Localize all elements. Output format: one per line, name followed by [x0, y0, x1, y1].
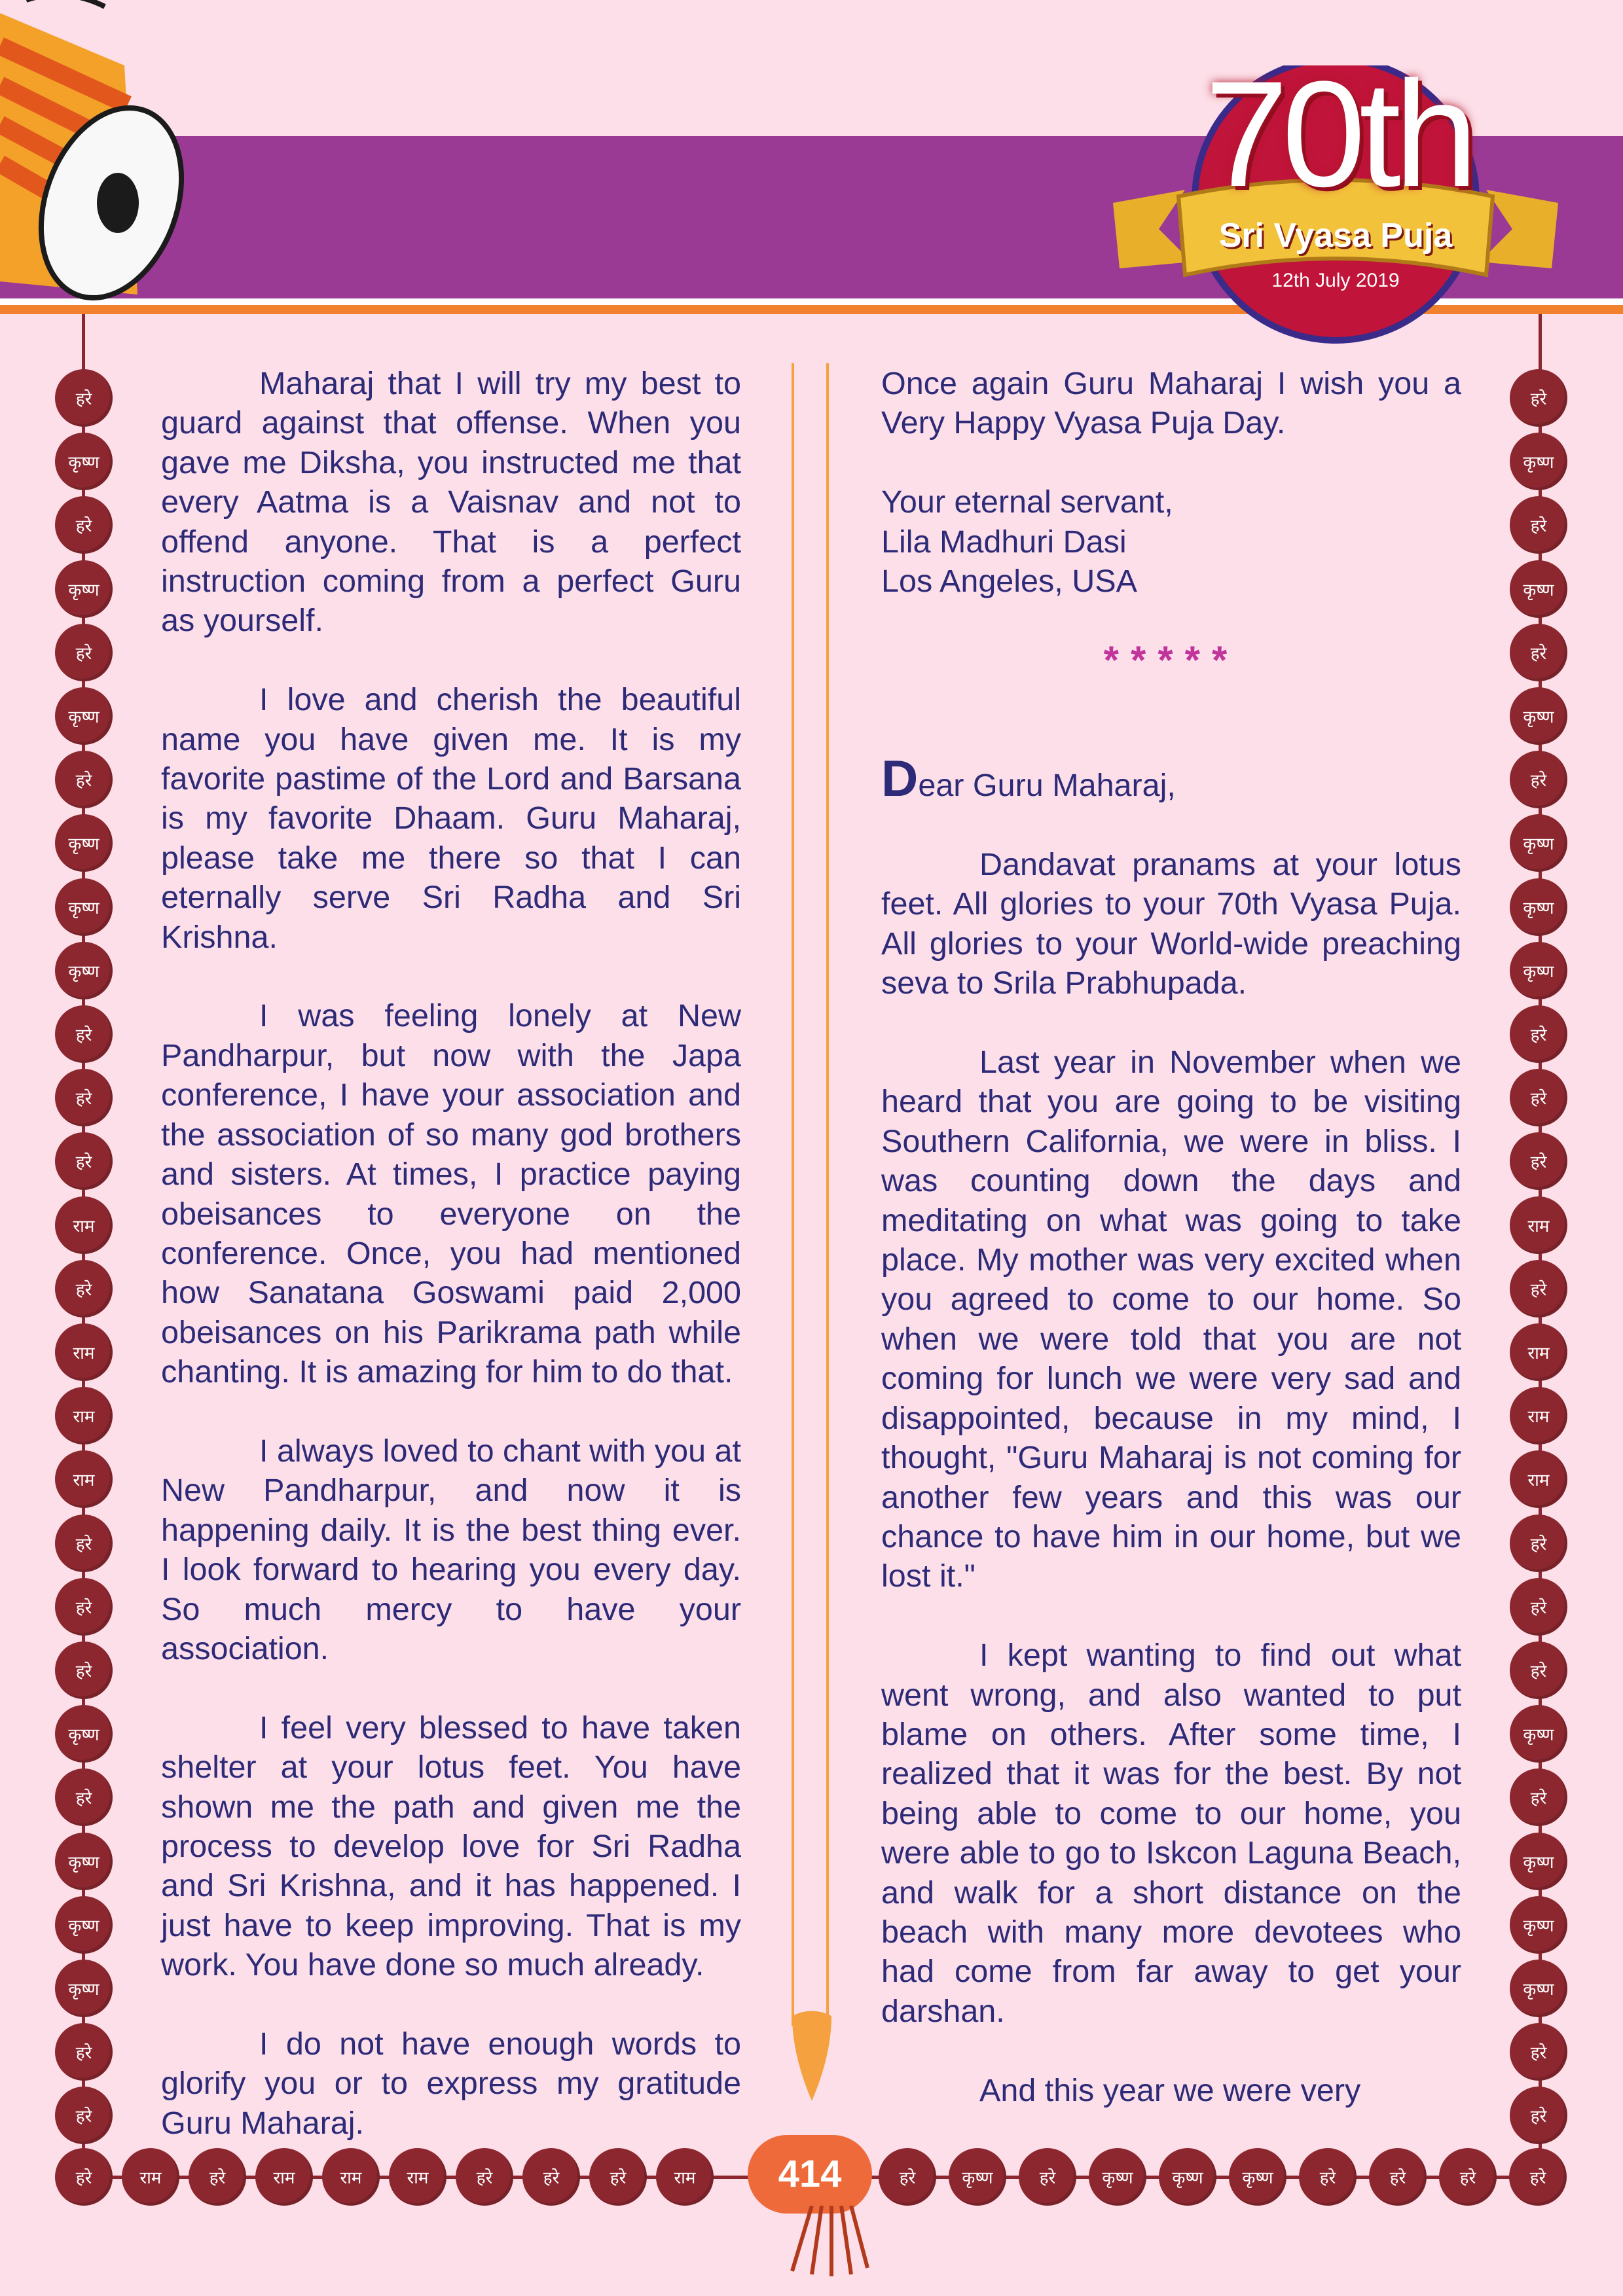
japa-bead: हरे [879, 2148, 936, 2206]
japa-bead: कृष्ण [1159, 2148, 1216, 2206]
japa-bead: हरे [589, 2148, 647, 2206]
japa-bead: राम [55, 1450, 113, 1508]
japa-bead: हरे [1019, 2148, 1076, 2206]
mridanga-drum-icon [0, 0, 210, 327]
japa-bead: हरे [55, 751, 113, 808]
japa-bead: हरे [1510, 751, 1567, 808]
japa-bead: कृष्ण [55, 942, 113, 999]
japa-bead: हरे [1510, 624, 1567, 681]
japa-bead: हरे [55, 1069, 113, 1126]
japa-bead: कृष्ण [55, 814, 113, 872]
signature-name: Lila Madhuri Dasi [881, 524, 1127, 560]
japa-bead: हरे [55, 1005, 113, 1063]
letter-paragraph: I was feeling lonely at New Pandharpur, but now with the Japa conference, I have your association and the association of so many god brothers and sisters. At times, I practice paying obeisances to everyone on the conference. Once, you had mentioned how Sanatana Goswami paid 2,000 obeisances on his Parikrama path while chanting. It is amazing for him to do that. [161, 998, 741, 1390]
japa-bead: कृष्ण [1510, 433, 1567, 490]
japa-bead: कृष्ण [55, 687, 113, 745]
japa-bead: कृष्ण [1510, 878, 1567, 936]
japa-bead: हरे [456, 2148, 513, 2206]
japa-bead: हरे [1510, 1069, 1567, 1126]
japa-bead: हरे [1369, 2148, 1427, 2206]
letter-paragraph: Last year in November when we heard that you are going to be visiting Southern California, we were in bliss. I was counting down the days and meditating on what was going to take place. My mother was very excited when you agreed to come to our home. So when we were told that you are not coming for lunch we were very sad and disappointed, because in my mind, I thought, "Guru Maharaj is not coming for another few years and this was our chance to have him in our home, but we lost it." [881, 1045, 1461, 1594]
japa-bead: हरे [55, 1578, 113, 1636]
page-number: 414 [748, 2135, 872, 2214]
japa-bead: हरे [1510, 1515, 1567, 1572]
japa-bead: हरे [55, 624, 113, 681]
japa-bead: हरे [55, 1132, 113, 1190]
japa-bead: हरे [55, 369, 113, 427]
tassel-icon [786, 2206, 871, 2278]
japa-bead: हरे [55, 1641, 113, 1699]
japa-bead: हरे [55, 2087, 113, 2144]
japa-bead: हरे [1439, 2148, 1497, 2206]
section-separator: ***** [1103, 637, 1239, 682]
japa-bead: कृष्ण [55, 1960, 113, 2017]
japa-bead: हरे [1510, 1005, 1567, 1063]
japa-bead: कृष्ण [55, 433, 113, 490]
japa-bead: कृष्ण [55, 1833, 113, 1890]
japa-bead: राम [55, 1196, 113, 1254]
japa-bead: हरे [522, 2148, 580, 2206]
signoff: Your eternal servant, [881, 484, 1173, 520]
japa-bead: कृष्ण [1510, 942, 1567, 999]
greeting [881, 749, 1461, 808]
japa-bead: राम [1510, 1387, 1567, 1444]
japa-bead: हरे [1299, 2148, 1357, 2206]
japa-bead: हरे [55, 2148, 113, 2206]
japa-bead: कृष्ण [1510, 1960, 1567, 2017]
japa-bead: राम [656, 2148, 714, 2206]
japa-bead: हरे [55, 1515, 113, 1572]
japa-bead: राम [322, 2148, 380, 2206]
japa-bead: हरे [55, 1260, 113, 1318]
japa-bead: कृष्ण [1229, 2148, 1286, 2206]
japa-bead: कृष्ण [1510, 687, 1567, 745]
japa-bead: हरे [1510, 1260, 1567, 1318]
signature-block [881, 482, 1461, 601]
japa-bead: कृष्ण [55, 560, 113, 618]
japa-bead: राम [122, 2148, 179, 2206]
letter-paragraph: I always loved to chant with you at New Pandharpur, and now it is happening daily. It is the best thing ever. I look forward to hearing you every day. So much mercy to have your association. [161, 1433, 741, 1666]
japa-bead: कृष्ण [1510, 1705, 1567, 1763]
letter-paragraph: Maharaj that I will try my best to guard against that offense. When you gave me Diksha, you instructed me that every Aatma is a Vaisnav and not to offend anyone. That is a perfect instruction coming from a perfect Guru as yourself. [161, 366, 741, 639]
badge-date: 12th July 2019 [1271, 270, 1400, 291]
left-column [161, 364, 741, 2183]
japa-bead: कृष्ण [1510, 814, 1567, 872]
badge-title: Sri Vyasa Puja [1218, 217, 1453, 255]
japa-bead: कृष्ण [1510, 560, 1567, 618]
japa-bead: हरे [1510, 1641, 1567, 1699]
japa-bead: हरे [1510, 369, 1567, 427]
letter-paragraph: I do not have enough words to glorify you or to express my gratitude Guru Maharaj. [161, 2026, 741, 2141]
tassel-icon [779, 2009, 845, 2108]
japa-bead: हरे [55, 2023, 113, 2081]
japa-bead: कृष्ण [55, 1896, 113, 1954]
column-divider [826, 363, 829, 2026]
japa-bead: राम [1510, 1323, 1567, 1381]
japa-bead: हरे [1510, 1132, 1567, 1190]
japa-bead: कृष्ण [55, 1705, 113, 1763]
japa-bead: हरे [1510, 1578, 1567, 1636]
greeting-text: ear Guru Maharaj, [918, 768, 1176, 804]
column-divider [792, 363, 794, 2026]
japa-bead: राम [1510, 1450, 1567, 1508]
signature-location: Los Angeles, USA [881, 564, 1137, 600]
japa-bead: हरे [1510, 2023, 1567, 2081]
japa-bead: हरे [1509, 2148, 1567, 2206]
japa-bead: हरे [55, 496, 113, 554]
japa-bead: राम [389, 2148, 447, 2206]
letter-paragraph: And this year we were very [979, 2072, 1361, 2108]
closing-wish: Once again Guru Maharaj I wish you a Very Happy Vyasa Puja Day. [881, 366, 1461, 441]
japa-bead: हरे [189, 2148, 246, 2206]
japa-bead: कृष्ण [55, 878, 113, 936]
japa-bead: हरे [1510, 2087, 1567, 2144]
japa-bead: कृष्ण [1089, 2148, 1146, 2206]
letter-paragraph: Dandavat pranams at your lotus feet. All glories to your 70th Vyasa Puja. All glories to your World-wide preaching seva to Srila Prabhupada. [881, 847, 1461, 1001]
japa-bead: राम [55, 1323, 113, 1381]
drop-cap: D [881, 749, 919, 808]
letter-paragraph: I love and cherish the beautiful name you have given me. It is my favorite pastime of the Lord and Barsana is my favorite Dhaam. Guru Maharaj, please take me there so that I can eternally serve Sri Radha and Sri Krishna. [161, 682, 741, 955]
japa-bead: हरे [55, 1768, 113, 1826]
japa-bead: कृष्ण [1510, 1833, 1567, 1890]
japa-bead: हरे [1510, 1768, 1567, 1826]
letter-paragraph: I kept wanting to find out what went wrong, and also wanted to put blame on others. After some time, I realized that it was for the best. By not being able to come to our home, you were able to go to Iskcon Laguna Beach, and walk for a short distance on the beach with many more devotees who had come from far away to get your darshan. [881, 1638, 1461, 2029]
right-column [881, 364, 1461, 2149]
japa-bead: राम [255, 2148, 313, 2206]
japa-bead: कृष्ण [1510, 1896, 1567, 1954]
japa-bead: हरे [1510, 496, 1567, 554]
japa-bead: कृष्ण [949, 2148, 1006, 2206]
letter-paragraph: I feel very blessed to have taken shelter at your lotus feet. You have shown me the path and given me the process to develop love for Sri Radha and Sri Krishna, and it has happened. I just have to keep improving. That is my work. You have done so much already. [161, 1710, 741, 1983]
badge-number: 70th [1205, 50, 1472, 218]
japa-bead: राम [1510, 1196, 1567, 1254]
japa-bead: राम [55, 1387, 113, 1444]
